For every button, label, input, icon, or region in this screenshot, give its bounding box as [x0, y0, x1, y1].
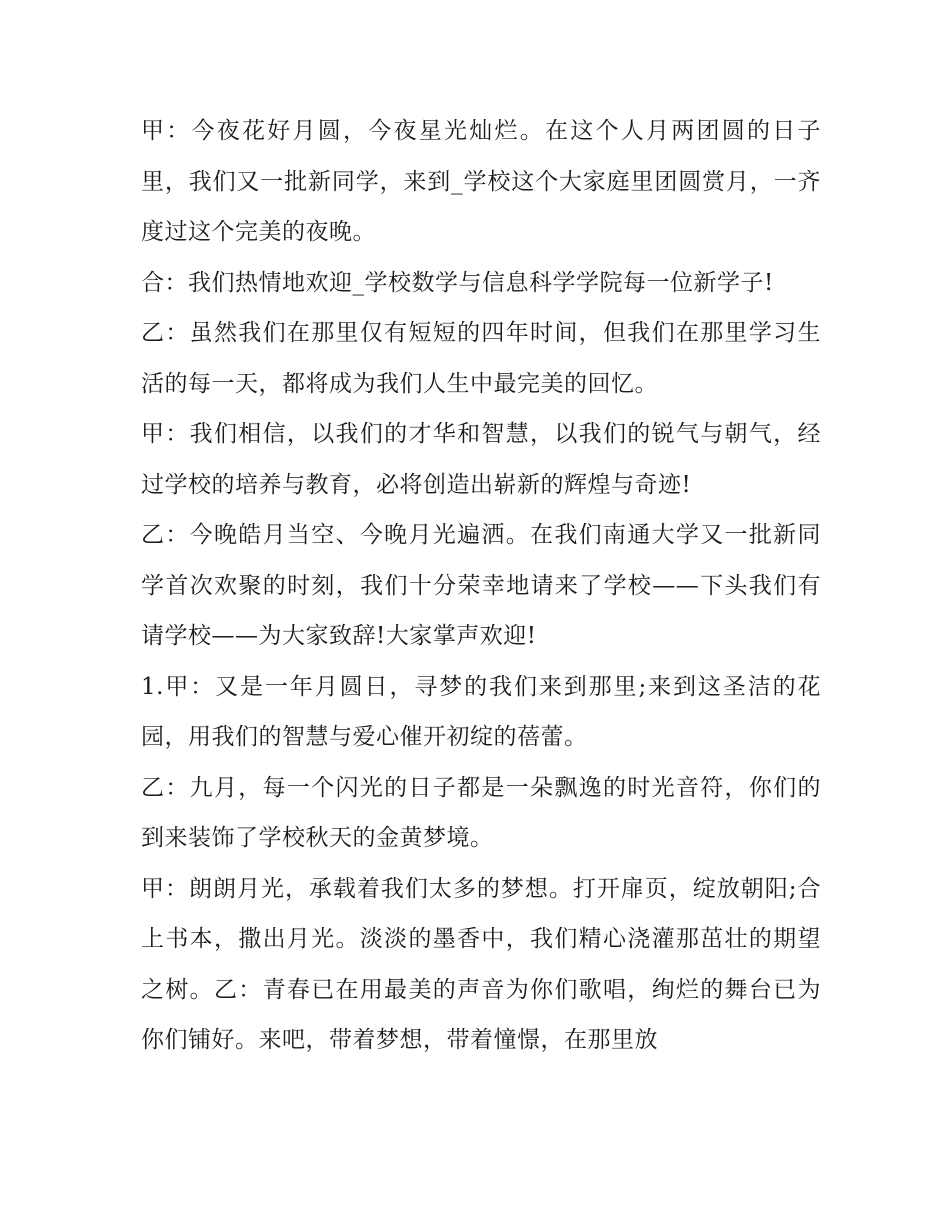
paragraph-jia-moonlight: 甲：朗朗月光，承载着我们太多的梦想。打开扉页，绽放朝阳;合上书本，撒出月光。淡淡的墨香中，我们精心浇灌那茁壮的期望之树。乙：青春已在用最美的声音为你们歌唱，绚烂的舞台已为你们铺好。来吧，带着梦想，带着憧憬，在那里放: [141, 875, 821, 1053]
document-body: [141, 106, 821, 1066]
paragraph-yi-invite-speech: 乙：今晚皓月当空、今晚月光遍洒。在我们南通大学又一批新同学首次欢聚的时刻，我们十分荣幸地请来了学校——下头我们有请学校——为大家致辞!大家掌声欢迎!: [141, 522, 821, 649]
paragraph-yi-four-years: 乙：虽然我们在那里仅有短短的四年时间，但我们在那里学习生活的每一天，都将成为我们人生中最完美的回忆。: [141, 320, 821, 397]
paragraph-jia-opening: 甲：今夜花好月圆，今夜星光灿烂。在这个人月两团圆的日子里，我们又一批新同学，来到_学校这个大家庭里团圆赏月，一齐度过这个完美的夜晚。: [141, 118, 821, 245]
paragraph-jia-believe: 甲：我们相信，以我们的才华和智慧，以我们的锐气与朝气，经过学校的培养与教育，必将创造出崭新的辉煌与奇迹!: [141, 421, 821, 498]
paragraph-yi-september: 乙：九月，每一个闪光的日子都是一朵飘逸的时光音符，你们的到来装饰了学校秋天的金黄梦境。: [141, 774, 821, 851]
paragraph-he-welcome: 合：我们热情地欢迎_学校数学与信息科学学院每一位新学子!: [141, 269, 774, 296]
paragraph-jia-moon-day: 1.甲：又是一年月圆日，寻梦的我们来到那里;来到这圣洁的花园，用我们的智慧与爱心催开初绽的蓓蕾。: [141, 673, 821, 750]
